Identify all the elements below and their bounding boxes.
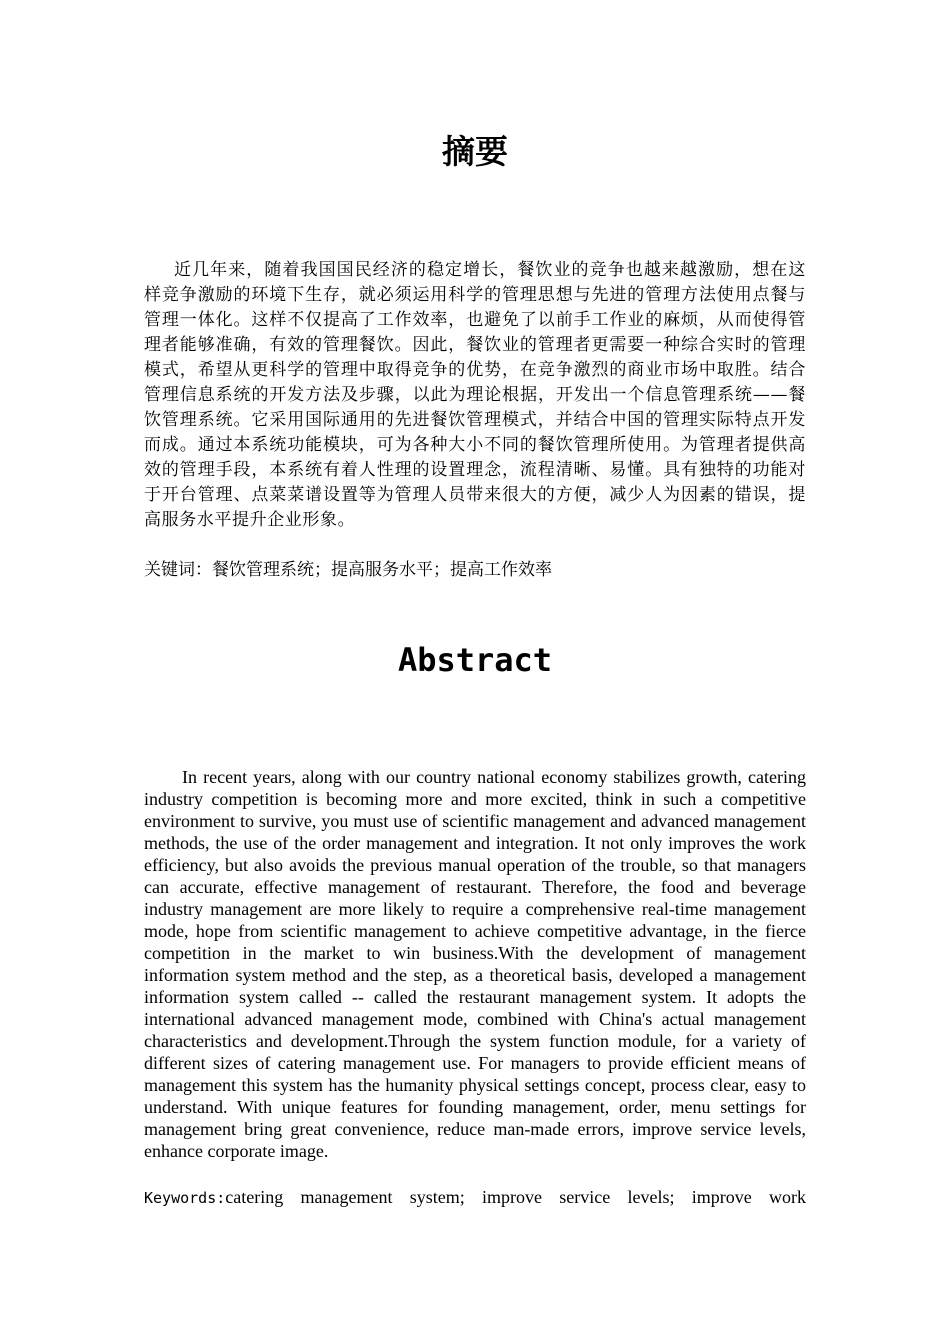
english-abstract-title: Abstract	[397, 641, 553, 679]
chinese-keywords-label: 关键词：	[144, 560, 212, 580]
chinese-keywords-line	[144, 558, 806, 583]
english-abstract-body: In recent years, along with our country national economy stabilizes growth, catering industry competition is becoming more and more excited, think in such a competitive environment to survive, you must use of scientific management and advanced management methods, the use of the order management and integration. It not only improves the work efficiency, but also avoids the previous manual operation of the trouble, so that managers can accurate, effective management of restaurant. Therefore, the food and beverage industry management are more likely to require a comprehensive real-time management mode, hope from scientific management to achieve competitive advantage, in the fierce competition in the market to win business.With the development of management information system method and the step, as a theoretical basis, developed a management information system called -- called the restaurant management system. It adopts the international advanced management mode, combined with China's actual management characteristics and development.Through the system function module, for a variety of different sizes of catering management use. For managers to provide efficient means of management this system has the humanity physical settings concept, process clear, easy to understand. With unique features for founding management, order, menu settings for management bring great convenience, reduce man-made errors, improve service levels, enhance corporate image.	[144, 767, 806, 1161]
chinese-keywords-text: 餐饮管理系统；提高服务水平；提高工作效率	[212, 560, 552, 580]
english-keywords-text: catering management system; improve service levels; improve work	[225, 1187, 806, 1207]
chinese-abstract-title: 摘要	[442, 132, 508, 171]
english-keywords-line	[144, 1186, 806, 1209]
chinese-abstract-body: 近几年来，随着我国国民经济的稳定增长，餐饮业的竞争也越来越激励，想在这样竞争激励的环境下生存，就必须运用科学的管理思想与先进的管理方法使用点餐与管理一体化。这样不仅提高了工作效率，也避免了以前手工作业的麻烦，从而使得管理者能够准确，有效的管理餐饮。因此，餐饮业的管理者更需要一种综合实时的管理模式，希望从更科学的管理中取得竞争的优势，在竞争激烈的商业市场中取胜。结合管理信息系统的开发方法及步骤，以此为理论根据，开发出一个信息管理系统——餐饮管理系统。它采用国际通用的先进餐饮管理模式，并结合中国的管理实际特点开发而成。通过本系统功能模块，可为各种大小不同的餐饮管理所使用。为管理者提供高效的管理手段，本系统有着人性理的设置理念，流程清晰、易懂。具有独特的功能对于开台管理、点菜菜谱设置等为管理人员带来很大的方便，减少人为因素的错误，提高服务水平提升企业形象。	[144, 260, 806, 530]
english-keywords-label: Keywords:	[144, 1189, 226, 1207]
